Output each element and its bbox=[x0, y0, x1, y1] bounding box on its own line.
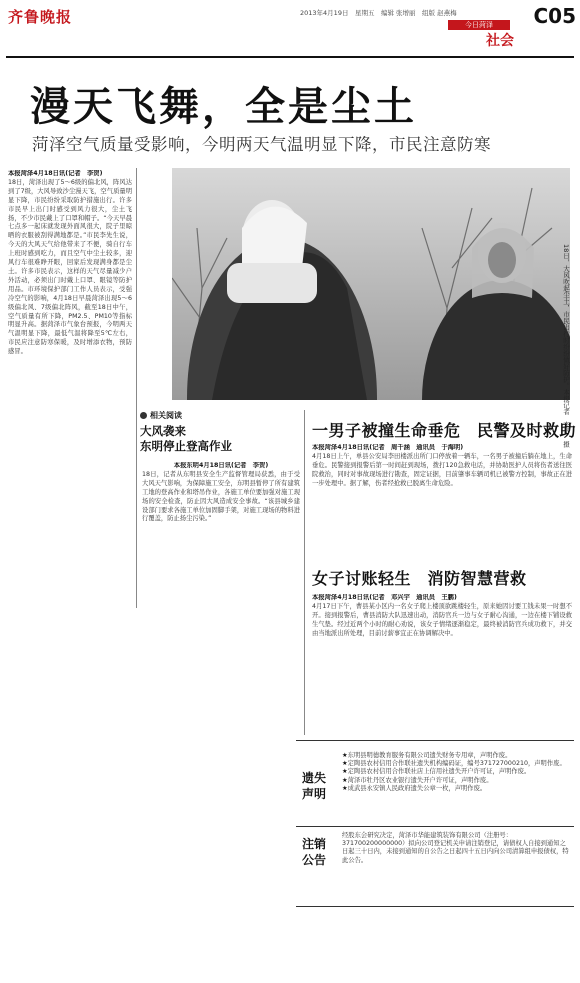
article-b-byline: 本报菏泽4月18日讯(记者 邓兴宇 通讯员 王鹏) bbox=[312, 594, 457, 601]
article-a-body: 4月18日上午，单县公安局李田楼派出所门口停放着一辆车，一名男子被撞后躺在地上，生命垂危。民警接到报警后第一时间赶到现场，拨打120急救电话，并协助医护人员将伤者送往医院救治，同时对事故现场进行勘查，固定证据，目前肇事车辆司机已被警方控制，事故正在进一步处理中。据了解，伤者经抢救已脱离生命危险。 bbox=[312, 452, 572, 487]
related-title: 大风袭来 东明停止登高作业 bbox=[140, 424, 232, 453]
deregistration-label: 注销 公告 bbox=[302, 837, 327, 867]
section-sub-label: 今日菏泽 bbox=[448, 20, 510, 30]
article-b bbox=[312, 594, 572, 734]
photo-caption: 18日，大风吹起尘土，市民出行时纷纷做好防护。本报记者 李贺 摄 bbox=[562, 244, 570, 448]
issue-meta: 2013年4月19日 星期五 编辑 张增丽 组版 赵燕梅 bbox=[300, 9, 457, 17]
lost-notice-list bbox=[342, 752, 572, 793]
notices-rule bbox=[296, 826, 574, 827]
related-tag-label: 相关阅读 bbox=[150, 411, 182, 420]
related-tag bbox=[140, 410, 300, 421]
page-headline: 漫天飞舞，全是尘土 bbox=[30, 84, 417, 130]
notice-item: ★定陶县农村信用合作联社遗失机构编码证，编号371727000210，声明作废。 bbox=[342, 760, 566, 768]
news-photo bbox=[172, 168, 570, 400]
article-a bbox=[312, 444, 572, 556]
lost-notice-block bbox=[300, 752, 574, 822]
article-a-byline: 本报菏泽4月18日讯(记者 周千涵 通讯员 于海明) bbox=[312, 444, 464, 451]
lead-article bbox=[8, 170, 132, 605]
related-reading bbox=[140, 410, 300, 454]
lead-article-byline: 本报菏泽4月18日讯(记者 李贺) bbox=[8, 170, 103, 177]
section-name: 社会 bbox=[486, 33, 514, 49]
lead-article-body: 18日，菏泽出现了5～6级的偏北风，阵风达到了7级，大风导致沙尘漫天飞，空气质量明显下降，市民纷纷采取防护措施出行。许多市民早上出门时感受到风力很大，尘土飞扬，不少市民戴上了口罩和帽子。“今天早晨七点多一起床就发现外面风很大，院子里晾晒的衣服被刮得满地都是。”市民李先生说，今天的大风天气给他带来了不便，骑自行车上班时感到吃力，而且空气中尘土较多，迎风行车很难睁开眼，回家后发现满身都是尘土。许多市民表示，这样的天气尽量减少户外活动，必须出门时戴上口罩、眼镜等防护用品。市环境保护部门工作人员表示，受强冷空气的影响，4月18日早晨菏泽出现5～6级偏北风、7级偏北阵风，截至18日中午，空气质量有所下降，PM2.5、PM10等指标明显升高。据菏泽市气象台预报，今明两天气温明显下降，最低气温将降至5℃左右，市民应注意防寒保暖，及时增添衣物，预防感冒。 bbox=[8, 178, 132, 356]
deregistration-text: 经股东会研究决定，菏泽市华能建筑装饰有限公司（注册号：371700200000000）拟向公司登记机关申请注销登记，请债权人自接到通知之日起三十日内，未接到通知的自公告之日起四十五日内向公司清算组申报债权，特此公告。 bbox=[342, 832, 569, 864]
page-subheadline: 菏泽空气质量受影响，今明两天气温明显下降，市民注意防寒 bbox=[32, 135, 491, 154]
related-body: 18日，记者从东明县安全生产监督管理局获悉，由于受大风天气影响，为保障施工安全，东明县暂停了所有建筑工地的登高作业和塔吊作业，各施工单位要加强对施工现场的安全检查，防止因大风造成安全事故。“该县城乡建设部门要求各施工单位加固脚手架，对施工现场的物料进行覆盖，防止扬尘污染。” bbox=[142, 470, 300, 523]
deregistration-notice-block bbox=[300, 832, 574, 902]
notice-item: ★成武县永安镇人民政府遗失公章一枚，声明作废。 bbox=[342, 784, 487, 792]
column-divider bbox=[304, 410, 305, 735]
related-article bbox=[142, 462, 300, 612]
photo-illustration bbox=[172, 168, 570, 400]
notice-item: ★东明县明德教育服务有限公司遗失财务专用章，声明作废。 bbox=[342, 752, 512, 759]
lost-notice-label: 遗失 声明 bbox=[302, 771, 327, 801]
notice-item: ★菏泽市牡丹区农业银行遗失开户许可证，声明作废。 bbox=[342, 776, 493, 784]
article-b-body: 4月17日下午，曹县某小区内一名女子爬上楼顶欲跳楼轻生，原来她因讨要工钱未果一时想不开。接到报警后，曹县消防大队迅速出动，消防官兵一边与女子耐心沟通，一边在楼下铺设救生气垫。经过近两个小时的耐心劝说，该女子情绪逐渐稳定，最终被消防官兵成功救下，并交由当地派出所处理，目前讨薪事宜正在协调解决中。 bbox=[312, 602, 572, 637]
header-rule bbox=[6, 56, 574, 58]
related-byline: 本报东明4月18日讯(记者 李贺) bbox=[173, 462, 269, 469]
column-divider bbox=[136, 168, 137, 608]
notices-rule bbox=[296, 906, 574, 907]
notice-item: ★定陶县农村信用合作联社店上信用社遗失开户许可证，声明作废。 bbox=[342, 768, 531, 776]
article-b-title: 女子讨账轻生 消防智慧营救 bbox=[312, 569, 527, 588]
article-a-title: 一男子被撞生命垂危 民警及时救助 bbox=[312, 421, 577, 440]
notices-rule bbox=[296, 740, 574, 741]
page-number: C05 bbox=[533, 4, 576, 28]
bullet-icon bbox=[140, 412, 147, 419]
newspaper-masthead: 齐鲁晚报 bbox=[8, 8, 73, 26]
